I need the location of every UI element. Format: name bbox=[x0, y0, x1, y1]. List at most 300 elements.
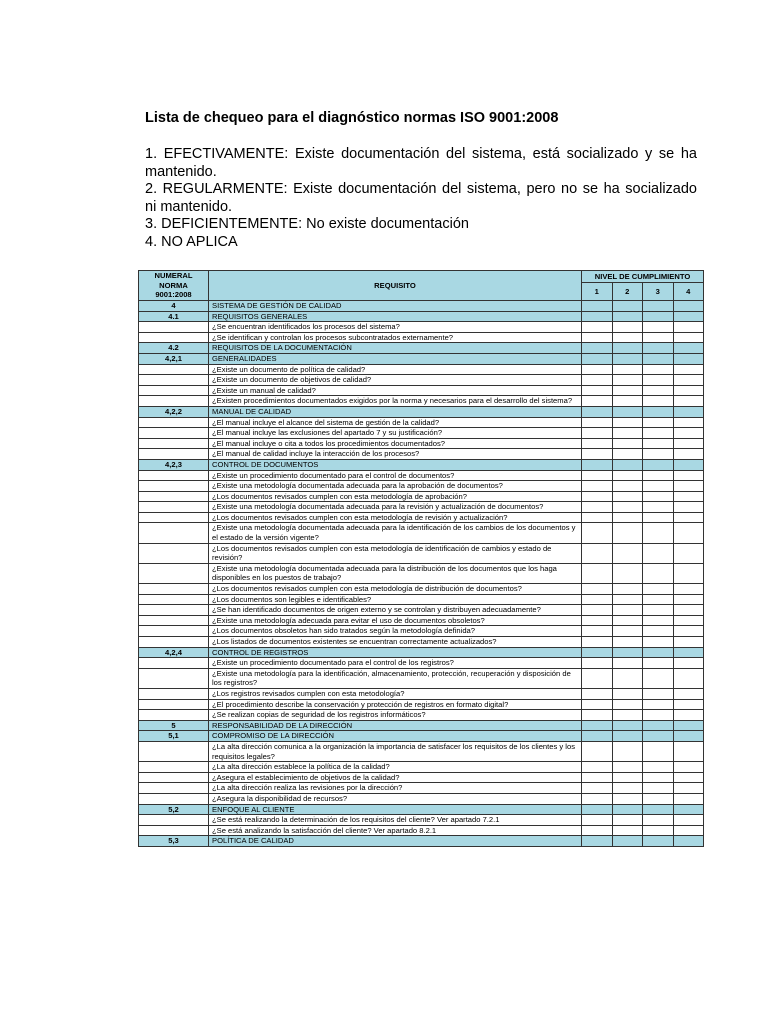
level-2-cell[interactable] bbox=[612, 311, 643, 322]
level-2-cell[interactable] bbox=[612, 668, 643, 688]
level-3-cell[interactable] bbox=[643, 332, 674, 343]
level-3-cell[interactable] bbox=[643, 502, 674, 513]
question-row bbox=[139, 626, 704, 637]
level-3-cell[interactable] bbox=[643, 563, 674, 583]
level-3-cell[interactable] bbox=[643, 523, 674, 543]
level-1-cell[interactable] bbox=[582, 658, 613, 669]
level-1-cell[interactable] bbox=[582, 459, 613, 470]
level-4-cell[interactable] bbox=[673, 428, 704, 439]
row-numeral: 4,2,1 bbox=[139, 353, 209, 364]
level-4-cell[interactable] bbox=[673, 481, 704, 492]
level-3-cell[interactable] bbox=[643, 449, 674, 460]
level-3-cell[interactable] bbox=[643, 762, 674, 773]
row-requisito: ¿Los documentos son legibles e identificables? bbox=[209, 594, 582, 605]
level-3-cell[interactable] bbox=[643, 668, 674, 688]
level-4-cell[interactable] bbox=[673, 772, 704, 783]
level-1-cell[interactable] bbox=[582, 688, 613, 699]
level-4-cell[interactable] bbox=[673, 594, 704, 605]
row-requisito: ¿El manual incluye o cita a todos los procedimientos documentados? bbox=[209, 438, 582, 449]
row-numeral bbox=[139, 615, 209, 626]
header-level-1: 1 bbox=[582, 283, 613, 301]
row-numeral bbox=[139, 699, 209, 710]
level-2-cell[interactable] bbox=[612, 710, 643, 721]
row-numeral bbox=[139, 396, 209, 407]
level-2-cell[interactable] bbox=[612, 688, 643, 699]
level-4-cell[interactable] bbox=[673, 311, 704, 322]
row-requisito: CONTROL DE DOCUMENTOS bbox=[209, 459, 582, 470]
level-2-cell[interactable] bbox=[612, 584, 643, 595]
level-4-cell[interactable] bbox=[673, 688, 704, 699]
level-2-cell[interactable] bbox=[612, 594, 643, 605]
level-1-cell[interactable] bbox=[582, 668, 613, 688]
level-4-cell[interactable] bbox=[673, 470, 704, 481]
question-row bbox=[139, 825, 704, 836]
level-1-cell[interactable] bbox=[582, 543, 613, 563]
row-requisito: CONTROL DE REGISTROS bbox=[209, 647, 582, 658]
level-1-cell[interactable] bbox=[582, 741, 613, 761]
level-1-cell[interactable] bbox=[582, 523, 613, 543]
level-3-cell[interactable] bbox=[643, 710, 674, 721]
level-4-cell[interactable] bbox=[673, 720, 704, 731]
section-row bbox=[139, 720, 704, 731]
level-1-cell[interactable] bbox=[582, 417, 613, 428]
header-numeral-line2: NORMA bbox=[159, 280, 188, 290]
question-row bbox=[139, 512, 704, 523]
level-3-cell[interactable] bbox=[643, 605, 674, 616]
level-3-cell[interactable] bbox=[643, 364, 674, 375]
row-requisito: ¿Existe una metodología documentada adecuada para la revisión y actualización de documentos? bbox=[209, 502, 582, 513]
level-3-cell[interactable] bbox=[643, 343, 674, 354]
level-3-cell[interactable] bbox=[643, 459, 674, 470]
level-2-cell[interactable] bbox=[612, 699, 643, 710]
row-numeral bbox=[139, 322, 209, 333]
level-1-cell[interactable] bbox=[582, 804, 613, 815]
level-2-cell[interactable] bbox=[612, 491, 643, 502]
row-numeral bbox=[139, 491, 209, 502]
level-3-cell[interactable] bbox=[643, 396, 674, 407]
row-requisito: ¿Existe una metodología para la identificación, almacenamiento, protección, recuperación y disposición de los registros? bbox=[209, 668, 582, 688]
level-4-cell[interactable] bbox=[673, 543, 704, 563]
level-3-cell[interactable] bbox=[643, 584, 674, 595]
level-3-cell[interactable] bbox=[643, 311, 674, 322]
section-row bbox=[139, 804, 704, 815]
question-row bbox=[139, 385, 704, 396]
row-numeral bbox=[139, 825, 209, 836]
level-3-cell[interactable] bbox=[643, 825, 674, 836]
rating-legend bbox=[145, 146, 697, 252]
header-numeral-line3: 9001:2008 bbox=[155, 290, 192, 300]
row-requisito: COMPROMISO DE LA DIRECCIÓN bbox=[209, 731, 582, 742]
question-row bbox=[139, 615, 704, 626]
level-3-cell[interactable] bbox=[643, 428, 674, 439]
level-1-cell[interactable] bbox=[582, 793, 613, 804]
level-2-cell[interactable] bbox=[612, 502, 643, 513]
header-numeral bbox=[139, 271, 209, 301]
row-requisito: ¿El manual de calidad incluye la interacción de los procesos? bbox=[209, 449, 582, 460]
level-3-cell[interactable] bbox=[643, 836, 674, 847]
level-2-cell[interactable] bbox=[612, 470, 643, 481]
row-numeral bbox=[139, 417, 209, 428]
level-4-cell[interactable] bbox=[673, 417, 704, 428]
level-1-cell[interactable] bbox=[582, 438, 613, 449]
level-1-cell[interactable] bbox=[582, 710, 613, 721]
level-3-cell[interactable] bbox=[643, 322, 674, 333]
level-2-cell[interactable] bbox=[612, 647, 643, 658]
level-1-cell[interactable] bbox=[582, 772, 613, 783]
level-2-cell[interactable] bbox=[612, 605, 643, 616]
question-row bbox=[139, 322, 704, 333]
question-row bbox=[139, 584, 704, 595]
level-4-cell[interactable] bbox=[673, 647, 704, 658]
level-2-cell[interactable] bbox=[612, 417, 643, 428]
level-3-cell[interactable] bbox=[643, 375, 674, 386]
row-numeral: 5,3 bbox=[139, 836, 209, 847]
level-2-cell[interactable] bbox=[612, 301, 643, 312]
level-1-cell[interactable] bbox=[582, 491, 613, 502]
level-3-cell[interactable] bbox=[643, 699, 674, 710]
level-1-cell[interactable] bbox=[582, 584, 613, 595]
level-1-cell[interactable] bbox=[582, 647, 613, 658]
level-1-cell[interactable] bbox=[582, 783, 613, 794]
row-requisito: ¿Existe una metodología documentada adecuada para la aprobación de documentos? bbox=[209, 481, 582, 492]
level-1-cell[interactable] bbox=[582, 762, 613, 773]
legend-item-2: 2. REGULARMENTE: Existe documentación del sistema, pero no se ha socializado ni mantenido. bbox=[145, 181, 697, 215]
level-4-cell[interactable] bbox=[673, 353, 704, 364]
question-row bbox=[139, 815, 704, 826]
row-requisito: ¿Los documentos revisados cumplen con esta metodología de distribución de documentos? bbox=[209, 584, 582, 595]
level-2-cell[interactable] bbox=[612, 836, 643, 847]
level-1-cell[interactable] bbox=[582, 322, 613, 333]
level-3-cell[interactable] bbox=[643, 815, 674, 826]
level-2-cell[interactable] bbox=[612, 772, 643, 783]
level-1-cell[interactable] bbox=[582, 396, 613, 407]
question-row bbox=[139, 332, 704, 343]
section-row bbox=[139, 836, 704, 847]
row-numeral bbox=[139, 481, 209, 492]
level-3-cell[interactable] bbox=[643, 470, 674, 481]
row-numeral: 5,2 bbox=[139, 804, 209, 815]
level-4-cell[interactable] bbox=[673, 605, 704, 616]
level-4-cell[interactable] bbox=[673, 615, 704, 626]
row-requisito: ¿El manual incluye el alcance del sistema de gestión de la calidad? bbox=[209, 417, 582, 428]
header-numeral-line1: NUMERAL bbox=[154, 271, 193, 281]
level-1-cell[interactable] bbox=[582, 353, 613, 364]
level-4-cell[interactable] bbox=[673, 364, 704, 375]
level-2-cell[interactable] bbox=[612, 783, 643, 794]
level-4-cell[interactable] bbox=[673, 783, 704, 794]
question-row bbox=[139, 563, 704, 583]
row-numeral bbox=[139, 815, 209, 826]
question-row bbox=[139, 481, 704, 492]
level-4-cell[interactable] bbox=[673, 731, 704, 742]
level-4-cell[interactable] bbox=[673, 626, 704, 637]
row-numeral bbox=[139, 523, 209, 543]
row-requisito: ¿Los documentos revisados cumplen con esta metodología de aprobación? bbox=[209, 491, 582, 502]
level-2-cell[interactable] bbox=[612, 406, 643, 417]
row-requisito: ¿Existen procedimientos documentados exigidos por la norma y necesarios para el desarrollo del sistema? bbox=[209, 396, 582, 407]
level-4-cell[interactable] bbox=[673, 459, 704, 470]
level-4-cell[interactable] bbox=[673, 584, 704, 595]
row-requisito: ¿Existe una metodología adecuada para evitar el uso de documentos obsoletos? bbox=[209, 615, 582, 626]
level-2-cell[interactable] bbox=[612, 385, 643, 396]
question-row bbox=[139, 428, 704, 439]
level-1-cell[interactable] bbox=[582, 836, 613, 847]
row-numeral bbox=[139, 543, 209, 563]
level-4-cell[interactable] bbox=[673, 825, 704, 836]
row-numeral: 4.1 bbox=[139, 311, 209, 322]
level-4-cell[interactable] bbox=[673, 793, 704, 804]
row-requisito: ¿Los documentos obsoletos han sido tratados según la metodología definida? bbox=[209, 626, 582, 637]
level-4-cell[interactable] bbox=[673, 658, 704, 669]
row-requisito: ¿La alta dirección establece la política de la calidad? bbox=[209, 762, 582, 773]
level-3-cell[interactable] bbox=[643, 658, 674, 669]
checklist-table bbox=[138, 270, 704, 847]
question-row bbox=[139, 594, 704, 605]
level-2-cell[interactable] bbox=[612, 793, 643, 804]
level-2-cell[interactable] bbox=[612, 804, 643, 815]
level-4-cell[interactable] bbox=[673, 301, 704, 312]
level-3-cell[interactable] bbox=[643, 481, 674, 492]
level-3-cell[interactable] bbox=[643, 772, 674, 783]
level-2-cell[interactable] bbox=[612, 396, 643, 407]
row-numeral bbox=[139, 428, 209, 439]
level-2-cell[interactable] bbox=[612, 449, 643, 460]
level-2-cell[interactable] bbox=[612, 438, 643, 449]
level-1-cell[interactable] bbox=[582, 615, 613, 626]
level-2-cell[interactable] bbox=[612, 815, 643, 826]
level-4-cell[interactable] bbox=[673, 406, 704, 417]
level-4-cell[interactable] bbox=[673, 343, 704, 354]
level-2-cell[interactable] bbox=[612, 481, 643, 492]
level-1-cell[interactable] bbox=[582, 364, 613, 375]
question-row bbox=[139, 772, 704, 783]
level-1-cell[interactable] bbox=[582, 375, 613, 386]
section-row bbox=[139, 647, 704, 658]
level-3-cell[interactable] bbox=[643, 793, 674, 804]
row-requisito: ¿Los listados de documentos existentes se encuentran correctamente actualizados? bbox=[209, 637, 582, 648]
document-title: Lista de chequeo para el diagnóstico normas ISO 9001:2008 bbox=[145, 110, 559, 126]
level-4-cell[interactable] bbox=[673, 332, 704, 343]
level-1-cell[interactable] bbox=[582, 311, 613, 322]
level-4-cell[interactable] bbox=[673, 322, 704, 333]
level-4-cell[interactable] bbox=[673, 762, 704, 773]
level-3-cell[interactable] bbox=[643, 647, 674, 658]
level-4-cell[interactable] bbox=[673, 804, 704, 815]
level-3-cell[interactable] bbox=[643, 804, 674, 815]
row-requisito: ¿Se realizan copias de seguridad de los registros informáticos? bbox=[209, 710, 582, 721]
row-requisito: ¿La alta dirección comunica a la organización la importancia de satisfacer los requisitos de los clientes y los requisitos legales? bbox=[209, 741, 582, 761]
level-2-cell[interactable] bbox=[612, 615, 643, 626]
level-1-cell[interactable] bbox=[582, 502, 613, 513]
level-1-cell[interactable] bbox=[582, 699, 613, 710]
level-2-cell[interactable] bbox=[612, 343, 643, 354]
level-3-cell[interactable] bbox=[643, 615, 674, 626]
question-row bbox=[139, 375, 704, 386]
question-row bbox=[139, 637, 704, 648]
level-3-cell[interactable] bbox=[643, 731, 674, 742]
row-requisito: ¿Existe una metodología documentada adecuada para la distribución de los documentos que los haga disponibles en los puestos de trabajo? bbox=[209, 563, 582, 583]
row-requisito: ¿Se encuentran identificados los procesos del sistema? bbox=[209, 322, 582, 333]
level-3-cell[interactable] bbox=[643, 512, 674, 523]
level-2-cell[interactable] bbox=[612, 825, 643, 836]
row-requisito: REQUISITOS DE LA DOCUMENTACIÓN bbox=[209, 343, 582, 354]
header-level-3: 3 bbox=[643, 283, 674, 301]
row-requisito: ¿El procedimiento describe la conservación y protección de registros en formato digital? bbox=[209, 699, 582, 710]
level-2-cell[interactable] bbox=[612, 658, 643, 669]
level-2-cell[interactable] bbox=[612, 543, 643, 563]
level-1-cell[interactable] bbox=[582, 594, 613, 605]
level-1-cell[interactable] bbox=[582, 512, 613, 523]
row-numeral bbox=[139, 594, 209, 605]
row-requisito: RESPONSABILIDAD DE LA DIRECCIÓN bbox=[209, 720, 582, 731]
level-3-cell[interactable] bbox=[643, 353, 674, 364]
row-numeral bbox=[139, 783, 209, 794]
row-requisito: SISTEMA DE GESTIÓN DE CALIDAD bbox=[209, 301, 582, 312]
level-3-cell[interactable] bbox=[643, 417, 674, 428]
level-1-cell[interactable] bbox=[582, 563, 613, 583]
row-requisito: ¿Los registros revisados cumplen con esta metodología? bbox=[209, 688, 582, 699]
level-3-cell[interactable] bbox=[643, 594, 674, 605]
level-2-cell[interactable] bbox=[612, 637, 643, 648]
level-3-cell[interactable] bbox=[643, 741, 674, 761]
level-1-cell[interactable] bbox=[582, 449, 613, 460]
level-2-cell[interactable] bbox=[612, 720, 643, 731]
legend-item-4: 4. NO APLICA bbox=[145, 233, 238, 250]
level-4-cell[interactable] bbox=[673, 491, 704, 502]
section-row bbox=[139, 406, 704, 417]
level-3-cell[interactable] bbox=[643, 301, 674, 312]
row-requisito: ¿Asegura el establecimiento de objetivos de la calidad? bbox=[209, 772, 582, 783]
row-requisito: ENFOQUE AL CLIENTE bbox=[209, 804, 582, 815]
level-1-cell[interactable] bbox=[582, 605, 613, 616]
level-1-cell[interactable] bbox=[582, 301, 613, 312]
level-2-cell[interactable] bbox=[612, 731, 643, 742]
level-2-cell[interactable] bbox=[612, 563, 643, 583]
row-numeral: 4.2 bbox=[139, 343, 209, 354]
section-row bbox=[139, 459, 704, 470]
level-2-cell[interactable] bbox=[612, 332, 643, 343]
level-2-cell[interactable] bbox=[612, 523, 643, 543]
level-1-cell[interactable] bbox=[582, 428, 613, 439]
level-4-cell[interactable] bbox=[673, 375, 704, 386]
level-4-cell[interactable] bbox=[673, 523, 704, 543]
level-1-cell[interactable] bbox=[582, 343, 613, 354]
row-numeral bbox=[139, 605, 209, 616]
level-1-cell[interactable] bbox=[582, 731, 613, 742]
level-4-cell[interactable] bbox=[673, 710, 704, 721]
checklist-body bbox=[139, 301, 704, 847]
section-row bbox=[139, 311, 704, 322]
row-requisito: ¿Existe un manual de calidad? bbox=[209, 385, 582, 396]
level-4-cell[interactable] bbox=[673, 563, 704, 583]
level-3-cell[interactable] bbox=[643, 438, 674, 449]
level-2-cell[interactable] bbox=[612, 762, 643, 773]
level-4-cell[interactable] bbox=[673, 637, 704, 648]
level-4-cell[interactable] bbox=[673, 512, 704, 523]
header-level-2: 2 bbox=[612, 283, 643, 301]
level-3-cell[interactable] bbox=[643, 543, 674, 563]
row-requisito: ¿La alta dirección realiza las revisiones por la dirección? bbox=[209, 783, 582, 794]
level-3-cell[interactable] bbox=[643, 385, 674, 396]
level-2-cell[interactable] bbox=[612, 322, 643, 333]
row-requisito: ¿Se identifican y controlan los procesos subcontratados externamente? bbox=[209, 332, 582, 343]
row-numeral bbox=[139, 688, 209, 699]
level-1-cell[interactable] bbox=[582, 626, 613, 637]
row-requisito: ¿Los documentos revisados cumplen con esta metodología de revisión y actualización? bbox=[209, 512, 582, 523]
level-1-cell[interactable] bbox=[582, 332, 613, 343]
level-1-cell[interactable] bbox=[582, 815, 613, 826]
row-requisito: ¿Existe un procedimiento documentado para el control de los registros? bbox=[209, 658, 582, 669]
level-4-cell[interactable] bbox=[673, 449, 704, 460]
level-1-cell[interactable] bbox=[582, 720, 613, 731]
level-4-cell[interactable] bbox=[673, 502, 704, 513]
level-2-cell[interactable] bbox=[612, 375, 643, 386]
level-4-cell[interactable] bbox=[673, 438, 704, 449]
row-numeral bbox=[139, 470, 209, 481]
row-requisito: ¿Los documentos revisados cumplen con esta metodología de identificación de cambios y estado de revisión? bbox=[209, 543, 582, 563]
question-row bbox=[139, 396, 704, 407]
level-2-cell[interactable] bbox=[612, 512, 643, 523]
level-4-cell[interactable] bbox=[673, 741, 704, 761]
level-2-cell[interactable] bbox=[612, 353, 643, 364]
row-numeral: 4,2,4 bbox=[139, 647, 209, 658]
question-row bbox=[139, 449, 704, 460]
level-1-cell[interactable] bbox=[582, 385, 613, 396]
level-3-cell[interactable] bbox=[643, 688, 674, 699]
level-1-cell[interactable] bbox=[582, 481, 613, 492]
row-requisito: MANUAL DE CALIDAD bbox=[209, 406, 582, 417]
level-3-cell[interactable] bbox=[643, 783, 674, 794]
row-numeral bbox=[139, 438, 209, 449]
level-3-cell[interactable] bbox=[643, 720, 674, 731]
question-row bbox=[139, 491, 704, 502]
level-1-cell[interactable] bbox=[582, 406, 613, 417]
level-1-cell[interactable] bbox=[582, 470, 613, 481]
row-numeral bbox=[139, 375, 209, 386]
question-row bbox=[139, 762, 704, 773]
level-4-cell[interactable] bbox=[673, 396, 704, 407]
section-row bbox=[139, 353, 704, 364]
level-4-cell[interactable] bbox=[673, 836, 704, 847]
row-requisito: ¿Se han identificado documentos de origen externo y se controlan y distribuyen adecuadamente? bbox=[209, 605, 582, 616]
level-2-cell[interactable] bbox=[612, 741, 643, 761]
legend-item-1: 1. EFECTIVAMENTE: Existe documentación del sistema, está socializado y se ha mantenido. bbox=[145, 146, 697, 180]
level-3-cell[interactable] bbox=[643, 626, 674, 637]
level-3-cell[interactable] bbox=[643, 491, 674, 502]
row-requisito: POLÍTICA DE CALIDAD bbox=[209, 836, 582, 847]
level-4-cell[interactable] bbox=[673, 815, 704, 826]
level-2-cell[interactable] bbox=[612, 626, 643, 637]
level-1-cell[interactable] bbox=[582, 825, 613, 836]
level-4-cell[interactable] bbox=[673, 668, 704, 688]
level-2-cell[interactable] bbox=[612, 428, 643, 439]
level-2-cell[interactable] bbox=[612, 459, 643, 470]
row-numeral bbox=[139, 772, 209, 783]
level-2-cell[interactable] bbox=[612, 364, 643, 375]
row-requisito: ¿Existe un documento de política de calidad? bbox=[209, 364, 582, 375]
level-4-cell[interactable] bbox=[673, 699, 704, 710]
row-numeral: 5 bbox=[139, 720, 209, 731]
row-numeral bbox=[139, 741, 209, 761]
level-3-cell[interactable] bbox=[643, 637, 674, 648]
level-1-cell[interactable] bbox=[582, 637, 613, 648]
section-row bbox=[139, 731, 704, 742]
row-numeral bbox=[139, 637, 209, 648]
section-row bbox=[139, 343, 704, 354]
level-3-cell[interactable] bbox=[643, 406, 674, 417]
header-level-4: 4 bbox=[673, 283, 704, 301]
level-4-cell[interactable] bbox=[673, 385, 704, 396]
